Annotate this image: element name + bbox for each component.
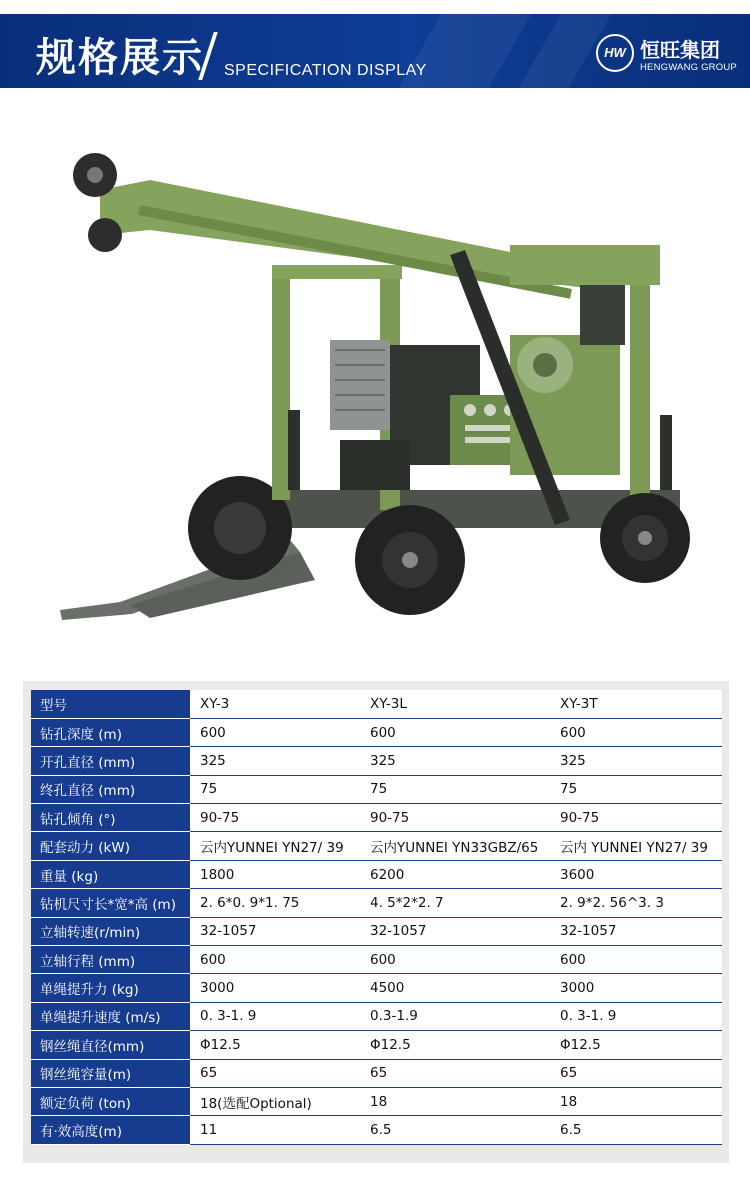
- table-cell: 6.5: [360, 1116, 550, 1144]
- table-cell: 32-1057: [360, 917, 550, 945]
- table-cell: 325: [360, 747, 550, 775]
- table-cell: 90-75: [550, 804, 722, 832]
- row-label: 开孔直径 (mm): [31, 747, 190, 775]
- table-cell: 3000: [190, 974, 360, 1002]
- table-cell: 75: [360, 775, 550, 803]
- row-label: 钻机尺寸长*宽*高 (m): [31, 889, 190, 917]
- row-label: 立轴行程 (mm): [31, 946, 190, 974]
- table-cell: 325: [550, 747, 722, 775]
- table-row: [31, 747, 722, 775]
- mast-right: [630, 285, 650, 495]
- table-cell: 0. 3-1. 9: [550, 1002, 722, 1030]
- table-row: [31, 775, 722, 803]
- table-cell: 2. 9*2. 56^3. 3: [550, 889, 722, 917]
- table-cell: 3600: [550, 860, 722, 888]
- radiator: [330, 340, 390, 430]
- table-cell: 18(选配Optional): [190, 1087, 360, 1115]
- row-label: 有·效高度(m): [31, 1116, 190, 1144]
- table-cell: XY-3: [190, 690, 360, 718]
- table-cell: Φ12.5: [550, 1031, 722, 1059]
- table-cell: 75: [550, 775, 722, 803]
- table-cell: 32-1057: [190, 917, 360, 945]
- table-row: [31, 889, 722, 917]
- table-row: [31, 1059, 722, 1087]
- table-cell: 600: [190, 946, 360, 974]
- table-cell: 11: [190, 1116, 360, 1144]
- spec-table: [31, 690, 722, 1145]
- table-cell: 600: [550, 718, 722, 746]
- table-cell: 4500: [360, 974, 550, 1002]
- table-cell: 1800: [190, 860, 360, 888]
- drilling-rig-image: [40, 120, 720, 640]
- row-label: 重量 (kg): [31, 860, 190, 888]
- table-cell: XY-3L: [360, 690, 550, 718]
- row-label: 终孔直径 (mm): [31, 775, 190, 803]
- table-row: [31, 804, 722, 832]
- table-row: [31, 1002, 722, 1030]
- table-row: [31, 946, 722, 974]
- table-cell: 6200: [360, 860, 550, 888]
- row-label: 单绳提升力 (kg): [31, 974, 190, 1002]
- table-row: [31, 860, 722, 888]
- table-cell: 90-75: [360, 804, 550, 832]
- table-cell: 云内YUNNEI YN27/ 39: [190, 832, 360, 860]
- table-cell: Φ12.5: [190, 1031, 360, 1059]
- table-cell: XY-3T: [550, 690, 722, 718]
- table-cell: 18: [360, 1087, 550, 1115]
- logo-mark-icon: HW: [596, 34, 634, 72]
- row-label: 单绳提升速度 (m/s): [31, 1002, 190, 1030]
- table-cell: 600: [550, 946, 722, 974]
- logo-english-name: HENGWANG GROUP: [640, 62, 737, 73]
- page-subtitle: SPECIFICATION DISPLAY: [224, 62, 427, 79]
- table-cell: 65: [550, 1059, 722, 1087]
- table-cell: 600: [360, 946, 550, 974]
- row-label: 额定负荷 (ton): [31, 1087, 190, 1115]
- logo-name: 恒旺集团: [640, 38, 720, 62]
- table-cell: 65: [360, 1059, 550, 1087]
- table-cell: 0.3-1.9: [360, 1002, 550, 1030]
- table-row: [31, 1031, 722, 1059]
- table-cell: 32-1057: [550, 917, 722, 945]
- row-label: 钻孔倾角 (°): [31, 804, 190, 832]
- table-cell: Φ12.5: [360, 1031, 550, 1059]
- table-cell: 云内 YUNNEI YN27/ 39: [550, 832, 722, 860]
- table-cell: 65: [190, 1059, 360, 1087]
- row-label: 钻孔深度 (m): [31, 718, 190, 746]
- table-row: [31, 1116, 722, 1144]
- table-cell: 0. 3-1. 9: [190, 1002, 360, 1030]
- row-label: 配套动力 (kW): [31, 832, 190, 860]
- table-row: [31, 690, 722, 718]
- brand-logo: [596, 32, 746, 78]
- header-banner: [0, 14, 750, 88]
- table-row: [31, 1087, 722, 1115]
- row-label: 钢丝绳容量(m): [31, 1059, 190, 1087]
- mast-left: [272, 270, 290, 500]
- table-cell: 600: [190, 718, 360, 746]
- table-row: [31, 974, 722, 1002]
- table-cell: 3000: [550, 974, 722, 1002]
- table-cell: 云内YUNNEI YN33GBZ/65: [360, 832, 550, 860]
- table-row: [31, 718, 722, 746]
- table-cell: 600: [360, 718, 550, 746]
- page-title: 规格展示: [36, 35, 204, 81]
- table-cell: 90-75: [190, 804, 360, 832]
- row-label: 立轴转速(r/min): [31, 917, 190, 945]
- table-row: [31, 832, 722, 860]
- table-cell: 18: [550, 1087, 722, 1115]
- row-label: 钢丝绳直径(mm): [31, 1031, 190, 1059]
- table-cell: 325: [190, 747, 360, 775]
- table-cell: 2. 6*0. 9*1. 75: [190, 889, 360, 917]
- table-row: [31, 917, 722, 945]
- row-label: 型号: [31, 690, 190, 718]
- table-cell: 4. 5*2*2. 7: [360, 889, 550, 917]
- table-cell: 75: [190, 775, 360, 803]
- table-cell: 6.5: [550, 1116, 722, 1144]
- spec-table-panel: [23, 681, 729, 1163]
